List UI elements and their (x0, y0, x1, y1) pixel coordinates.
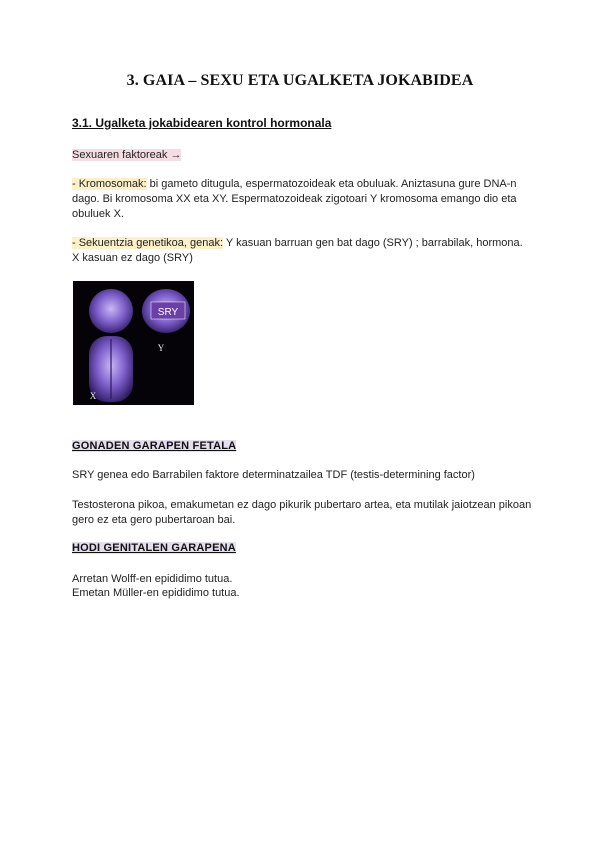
genetic-sequence-text: Y kasuan barruan gen bat dago (SRY) ; barrabilak, hormona. X kasuan ez dago (SRY) (72, 237, 523, 264)
page-title: 3. GAIA – SEXU ETA UGALKETA JOKABIDEA (126, 72, 474, 89)
genital-heading: HODI GENITALEN GARAPENA (72, 542, 236, 554)
sry-label: SRY (157, 307, 179, 318)
y-label: Y (157, 343, 165, 353)
x-label: X (89, 391, 97, 401)
genetic-sequence-label: - Sekuentzia genetikoa, genak: (72, 237, 224, 249)
chromosome-blob-top (89, 289, 133, 333)
gonads-paragraph-1: SRY genea edo Barrabilen faktore determinatzailea TDF (testis-determining factor) (72, 469, 475, 481)
chromosomes-label: - Kromosomak: (72, 178, 147, 190)
gonads-heading: GONADEN GARAPEN FETALA (72, 440, 237, 452)
section-heading: 3.1. Ugalketa jokabidearen kontrol hormonala (72, 116, 332, 130)
chromosomes-text: bi gameto ditugula, espermatozoideak eta obuluak. Aniztasuna gure DNA-n dago. Bi kromosoma XX eta XY. Espermatozoideak zigotoari Y kromosoma emango dio eta obuluek X. (72, 178, 517, 220)
chromosomes-paragraph (72, 177, 532, 222)
sexual-factors-label: Sexuaren faktoreak → (72, 149, 182, 161)
sexual-factors-line (72, 148, 532, 163)
chromosome-image (73, 281, 194, 405)
genital-line-2: Emetan Müller-en epididimo tutua. (72, 587, 240, 599)
genetic-sequence-paragraph (72, 236, 532, 266)
genital-line-1: Arretan Wolff-en epididimo tutua. (72, 573, 233, 585)
gonads-paragraph-2: Testosterona pikoa, emakumetan ez dago pikurik pubertaro artea, eta mutilak jaiotzean pikoan gero ez eta gero pubertaroan bai. (72, 499, 532, 526)
